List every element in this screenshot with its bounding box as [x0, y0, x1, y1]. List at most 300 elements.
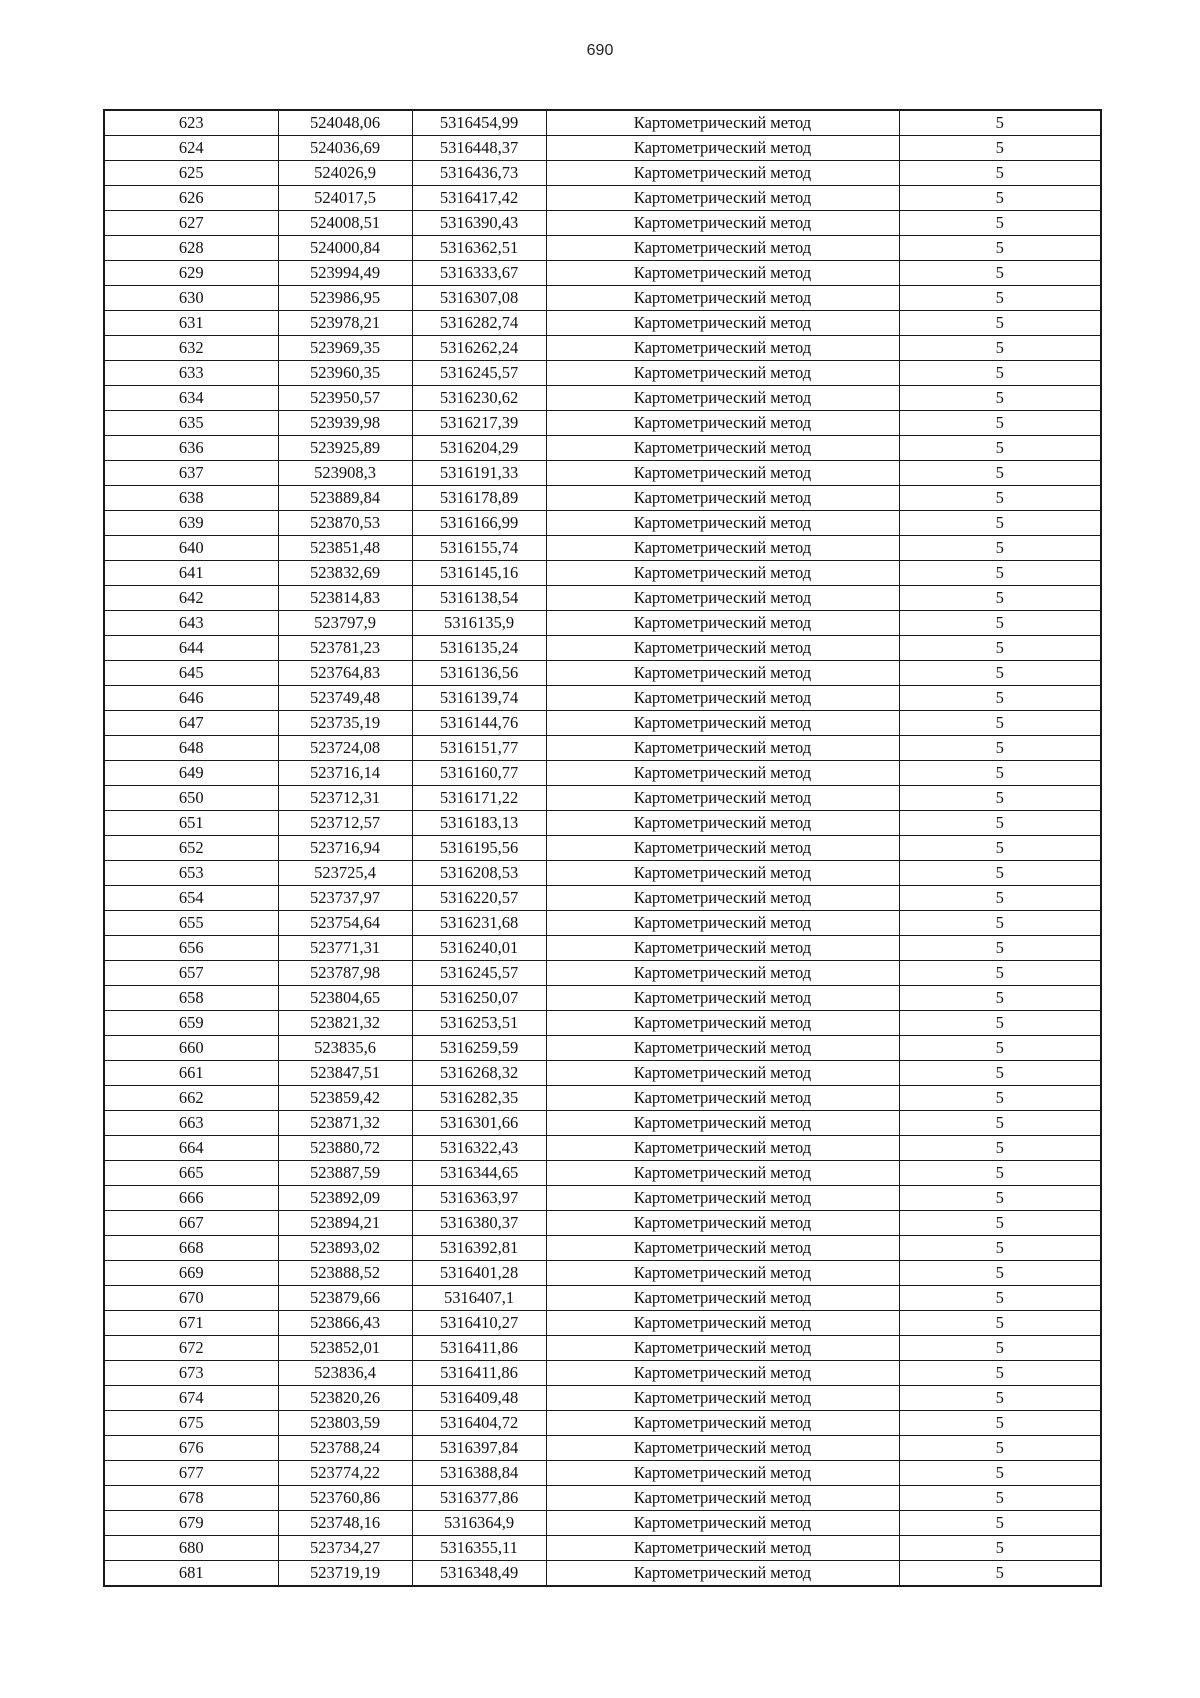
method-cell: Картометрический метод — [546, 1486, 899, 1511]
point-number-cell: 629 — [104, 261, 278, 286]
method-cell: Картометрический метод — [546, 436, 899, 461]
point-number-cell: 673 — [104, 1361, 278, 1386]
y-coordinate-cell: 5316344,65 — [412, 1161, 546, 1186]
y-coordinate-cell: 5316417,42 — [412, 186, 546, 211]
point-number-cell: 670 — [104, 1286, 278, 1311]
x-coordinate-cell: 523908,3 — [278, 461, 412, 486]
point-number-cell: 651 — [104, 811, 278, 836]
y-coordinate-cell: 5316282,35 — [412, 1086, 546, 1111]
y-coordinate-cell: 5316355,11 — [412, 1536, 546, 1561]
method-cell: Картометрический метод — [546, 411, 899, 436]
x-coordinate-cell: 523712,31 — [278, 786, 412, 811]
x-coordinate-cell: 523880,72 — [278, 1136, 412, 1161]
y-coordinate-cell: 5316407,1 — [412, 1286, 546, 1311]
x-coordinate-cell: 523871,32 — [278, 1111, 412, 1136]
accuracy-cell: 5 — [899, 1536, 1101, 1561]
y-coordinate-cell: 5316436,73 — [412, 161, 546, 186]
x-coordinate-cell: 523804,65 — [278, 986, 412, 1011]
method-cell: Картометрический метод — [546, 486, 899, 511]
accuracy-cell: 5 — [899, 236, 1101, 261]
table-row — [104, 1011, 1101, 1036]
point-number-cell: 628 — [104, 236, 278, 261]
method-cell: Картометрический метод — [546, 511, 899, 536]
table-row — [104, 1361, 1101, 1386]
x-coordinate-cell: 524008,51 — [278, 211, 412, 236]
method-cell: Картометрический метод — [546, 286, 899, 311]
x-coordinate-cell: 523847,51 — [278, 1061, 412, 1086]
method-cell: Картометрический метод — [546, 586, 899, 611]
x-coordinate-cell: 523788,24 — [278, 1436, 412, 1461]
y-coordinate-cell: 5316245,57 — [412, 961, 546, 986]
table-row — [104, 386, 1101, 411]
x-coordinate-cell: 523814,83 — [278, 586, 412, 611]
table-row — [104, 986, 1101, 1011]
x-coordinate-cell: 523725,4 — [278, 861, 412, 886]
accuracy-cell: 5 — [899, 1136, 1101, 1161]
point-number-cell: 654 — [104, 886, 278, 911]
method-cell: Картометрический метод — [546, 1536, 899, 1561]
y-coordinate-cell: 5316183,13 — [412, 811, 546, 836]
table-row — [104, 1336, 1101, 1361]
y-coordinate-cell: 5316380,37 — [412, 1211, 546, 1236]
table-row — [104, 711, 1101, 736]
x-coordinate-cell: 523724,08 — [278, 736, 412, 761]
y-coordinate-cell: 5316253,51 — [412, 1011, 546, 1036]
table-row — [104, 411, 1101, 436]
y-coordinate-cell: 5316245,57 — [412, 361, 546, 386]
table-row — [104, 1061, 1101, 1086]
point-number-cell: 675 — [104, 1411, 278, 1436]
y-coordinate-cell: 5316404,72 — [412, 1411, 546, 1436]
accuracy-cell: 5 — [899, 686, 1101, 711]
method-cell: Картометрический метод — [546, 161, 899, 186]
accuracy-cell: 5 — [899, 411, 1101, 436]
accuracy-cell: 5 — [899, 711, 1101, 736]
y-coordinate-cell: 5316411,86 — [412, 1361, 546, 1386]
accuracy-cell: 5 — [899, 1261, 1101, 1286]
point-number-cell: 656 — [104, 936, 278, 961]
accuracy-cell: 5 — [899, 186, 1101, 211]
table-row — [104, 1111, 1101, 1136]
accuracy-cell: 5 — [899, 1411, 1101, 1436]
x-coordinate-cell: 523803,59 — [278, 1411, 412, 1436]
table-row — [104, 1261, 1101, 1286]
point-number-cell: 679 — [104, 1511, 278, 1536]
table-row — [104, 1561, 1101, 1587]
method-cell: Картометрический метод — [546, 1136, 899, 1161]
y-coordinate-cell: 5316220,57 — [412, 886, 546, 911]
table-row — [104, 361, 1101, 386]
x-coordinate-cell: 523764,83 — [278, 661, 412, 686]
y-coordinate-cell: 5316208,53 — [412, 861, 546, 886]
table-row — [104, 861, 1101, 886]
accuracy-cell: 5 — [899, 786, 1101, 811]
x-coordinate-cell: 523820,26 — [278, 1386, 412, 1411]
accuracy-cell: 5 — [899, 1511, 1101, 1536]
table-row — [104, 536, 1101, 561]
x-coordinate-cell: 523835,6 — [278, 1036, 412, 1061]
table-row — [104, 1086, 1101, 1111]
point-number-cell: 681 — [104, 1561, 278, 1587]
method-cell: Картометрический метод — [546, 911, 899, 936]
x-coordinate-cell: 523887,59 — [278, 1161, 412, 1186]
table-row — [104, 1386, 1101, 1411]
point-number-cell: 653 — [104, 861, 278, 886]
table-row — [104, 436, 1101, 461]
table-row — [104, 636, 1101, 661]
x-coordinate-cell: 523969,35 — [278, 336, 412, 361]
x-coordinate-cell: 523712,57 — [278, 811, 412, 836]
table-row — [104, 1136, 1101, 1161]
y-coordinate-cell: 5316240,01 — [412, 936, 546, 961]
y-coordinate-cell: 5316307,08 — [412, 286, 546, 311]
accuracy-cell: 5 — [899, 261, 1101, 286]
accuracy-cell: 5 — [899, 1486, 1101, 1511]
method-cell: Картометрический метод — [546, 661, 899, 686]
point-number-cell: 635 — [104, 411, 278, 436]
table-row — [104, 1161, 1101, 1186]
x-coordinate-cell: 523836,4 — [278, 1361, 412, 1386]
point-number-cell: 630 — [104, 286, 278, 311]
y-coordinate-cell: 5316136,56 — [412, 661, 546, 686]
method-cell: Картометрический метод — [546, 1186, 899, 1211]
accuracy-cell: 5 — [899, 1461, 1101, 1486]
point-number-cell: 644 — [104, 636, 278, 661]
table-row — [104, 486, 1101, 511]
point-number-cell: 665 — [104, 1161, 278, 1186]
y-coordinate-cell: 5316388,84 — [412, 1461, 546, 1486]
method-cell: Картометрический метод — [546, 361, 899, 386]
x-coordinate-cell: 523760,86 — [278, 1486, 412, 1511]
accuracy-cell: 5 — [899, 1061, 1101, 1086]
point-number-cell: 632 — [104, 336, 278, 361]
method-cell: Картометрический метод — [546, 1386, 899, 1411]
method-cell: Картометрический метод — [546, 1061, 899, 1086]
y-coordinate-cell: 5316171,22 — [412, 786, 546, 811]
method-cell: Картометрический метод — [546, 110, 899, 136]
y-coordinate-cell: 5316259,59 — [412, 1036, 546, 1061]
table-row — [104, 1311, 1101, 1336]
accuracy-cell: 5 — [899, 161, 1101, 186]
point-number-cell: 643 — [104, 611, 278, 636]
accuracy-cell: 5 — [899, 1561, 1101, 1587]
y-coordinate-cell: 5316166,99 — [412, 511, 546, 536]
x-coordinate-cell: 523771,31 — [278, 936, 412, 961]
table-row — [104, 586, 1101, 611]
method-cell: Картометрический метод — [546, 311, 899, 336]
y-coordinate-cell: 5316231,68 — [412, 911, 546, 936]
point-number-cell: 667 — [104, 1211, 278, 1236]
y-coordinate-cell: 5316390,43 — [412, 211, 546, 236]
y-coordinate-cell: 5316138,54 — [412, 586, 546, 611]
point-number-cell: 669 — [104, 1261, 278, 1286]
point-number-cell: 664 — [104, 1136, 278, 1161]
y-coordinate-cell: 5316250,07 — [412, 986, 546, 1011]
y-coordinate-cell: 5316362,51 — [412, 236, 546, 261]
method-cell: Картометрический метод — [546, 736, 899, 761]
table-row — [104, 1286, 1101, 1311]
accuracy-cell: 5 — [899, 1236, 1101, 1261]
point-number-cell: 627 — [104, 211, 278, 236]
method-cell: Картометрический метод — [546, 1311, 899, 1336]
accuracy-cell: 5 — [899, 1311, 1101, 1336]
table-row — [104, 1411, 1101, 1436]
point-number-cell: 671 — [104, 1311, 278, 1336]
x-coordinate-cell: 523866,43 — [278, 1311, 412, 1336]
x-coordinate-cell: 523859,42 — [278, 1086, 412, 1111]
table-row — [104, 311, 1101, 336]
table-row — [104, 161, 1101, 186]
accuracy-cell: 5 — [899, 836, 1101, 861]
point-number-cell: 634 — [104, 386, 278, 411]
method-cell: Картометрический метод — [546, 986, 899, 1011]
table-row — [104, 1211, 1101, 1236]
method-cell: Картометрический метод — [546, 1511, 899, 1536]
x-coordinate-cell: 523735,19 — [278, 711, 412, 736]
point-number-cell: 625 — [104, 161, 278, 186]
accuracy-cell: 5 — [899, 911, 1101, 936]
accuracy-cell: 5 — [899, 811, 1101, 836]
method-cell: Картометрический метод — [546, 1361, 899, 1386]
accuracy-cell: 5 — [899, 311, 1101, 336]
method-cell: Картометрический метод — [546, 1261, 899, 1286]
point-number-cell: 638 — [104, 486, 278, 511]
point-number-cell: 655 — [104, 911, 278, 936]
accuracy-cell: 5 — [899, 436, 1101, 461]
coordinates-table-body — [104, 110, 1101, 1586]
method-cell: Картометрический метод — [546, 186, 899, 211]
x-coordinate-cell: 523781,23 — [278, 636, 412, 661]
point-number-cell: 645 — [104, 661, 278, 686]
x-coordinate-cell: 524017,5 — [278, 186, 412, 211]
point-number-cell: 623 — [104, 110, 278, 136]
y-coordinate-cell: 5316195,56 — [412, 836, 546, 861]
method-cell: Картометрический метод — [546, 211, 899, 236]
x-coordinate-cell: 523774,22 — [278, 1461, 412, 1486]
point-number-cell: 640 — [104, 536, 278, 561]
x-coordinate-cell: 523797,9 — [278, 611, 412, 636]
accuracy-cell: 5 — [899, 386, 1101, 411]
x-coordinate-cell: 523749,48 — [278, 686, 412, 711]
accuracy-cell: 5 — [899, 1436, 1101, 1461]
table-row — [104, 661, 1101, 686]
accuracy-cell: 5 — [899, 536, 1101, 561]
point-number-cell: 680 — [104, 1536, 278, 1561]
accuracy-cell: 5 — [899, 611, 1101, 636]
method-cell: Картометрический метод — [546, 461, 899, 486]
x-coordinate-cell: 523892,09 — [278, 1186, 412, 1211]
y-coordinate-cell: 5316410,27 — [412, 1311, 546, 1336]
y-coordinate-cell: 5316144,76 — [412, 711, 546, 736]
accuracy-cell: 5 — [899, 110, 1101, 136]
method-cell: Картометрический метод — [546, 611, 899, 636]
y-coordinate-cell: 5316454,99 — [412, 110, 546, 136]
x-coordinate-cell: 523719,19 — [278, 1561, 412, 1587]
point-number-cell: 661 — [104, 1061, 278, 1086]
y-coordinate-cell: 5316145,16 — [412, 561, 546, 586]
table-row — [104, 1236, 1101, 1261]
accuracy-cell: 5 — [899, 861, 1101, 886]
table-row — [104, 1511, 1101, 1536]
x-coordinate-cell: 523893,02 — [278, 1236, 412, 1261]
table-row — [104, 561, 1101, 586]
point-number-cell: 659 — [104, 1011, 278, 1036]
table-row — [104, 911, 1101, 936]
x-coordinate-cell: 524036,69 — [278, 136, 412, 161]
y-coordinate-cell: 5316401,28 — [412, 1261, 546, 1286]
point-number-cell: 678 — [104, 1486, 278, 1511]
accuracy-cell: 5 — [899, 761, 1101, 786]
method-cell: Картометрический метод — [546, 1011, 899, 1036]
x-coordinate-cell: 523960,35 — [278, 361, 412, 386]
y-coordinate-cell: 5316409,48 — [412, 1386, 546, 1411]
table-row — [104, 461, 1101, 486]
x-coordinate-cell: 523986,95 — [278, 286, 412, 311]
point-number-cell: 624 — [104, 136, 278, 161]
accuracy-cell: 5 — [899, 661, 1101, 686]
point-number-cell: 633 — [104, 361, 278, 386]
method-cell: Картометрический метод — [546, 386, 899, 411]
x-coordinate-cell: 523748,16 — [278, 1511, 412, 1536]
table-row — [104, 686, 1101, 711]
table-row — [104, 811, 1101, 836]
y-coordinate-cell: 5316135,9 — [412, 611, 546, 636]
table-row — [104, 736, 1101, 761]
y-coordinate-cell: 5316191,33 — [412, 461, 546, 486]
method-cell: Картометрический метод — [546, 836, 899, 861]
method-cell: Картометрический метод — [546, 1561, 899, 1587]
point-number-cell: 637 — [104, 461, 278, 486]
x-coordinate-cell: 524026,9 — [278, 161, 412, 186]
method-cell: Картометрический метод — [546, 936, 899, 961]
y-coordinate-cell: 5316160,77 — [412, 761, 546, 786]
table-row — [104, 336, 1101, 361]
accuracy-cell: 5 — [899, 886, 1101, 911]
x-coordinate-cell: 523888,52 — [278, 1261, 412, 1286]
method-cell: Картометрический метод — [546, 1336, 899, 1361]
y-coordinate-cell: 5316135,24 — [412, 636, 546, 661]
point-number-cell: 666 — [104, 1186, 278, 1211]
y-coordinate-cell: 5316348,49 — [412, 1561, 546, 1587]
x-coordinate-cell: 523978,21 — [278, 311, 412, 336]
y-coordinate-cell: 5316151,77 — [412, 736, 546, 761]
accuracy-cell: 5 — [899, 1086, 1101, 1111]
table-row — [104, 236, 1101, 261]
point-number-cell: 639 — [104, 511, 278, 536]
method-cell: Картометрический метод — [546, 1036, 899, 1061]
table-row — [104, 1186, 1101, 1211]
accuracy-cell: 5 — [899, 1036, 1101, 1061]
method-cell: Картометрический метод — [546, 561, 899, 586]
y-coordinate-cell: 5316364,9 — [412, 1511, 546, 1536]
y-coordinate-cell: 5316139,74 — [412, 686, 546, 711]
y-coordinate-cell: 5316322,43 — [412, 1136, 546, 1161]
y-coordinate-cell: 5316377,86 — [412, 1486, 546, 1511]
y-coordinate-cell: 5316178,89 — [412, 486, 546, 511]
x-coordinate-cell: 523832,69 — [278, 561, 412, 586]
x-coordinate-cell: 523950,57 — [278, 386, 412, 411]
accuracy-cell: 5 — [899, 1111, 1101, 1136]
method-cell: Картометрический метод — [546, 961, 899, 986]
accuracy-cell: 5 — [899, 211, 1101, 236]
method-cell: Картометрический метод — [546, 686, 899, 711]
table-row — [104, 211, 1101, 236]
table-row — [104, 611, 1101, 636]
table-row — [104, 961, 1101, 986]
accuracy-cell: 5 — [899, 1011, 1101, 1036]
method-cell: Картометрический метод — [546, 711, 899, 736]
method-cell: Картометрический метод — [546, 886, 899, 911]
y-coordinate-cell: 5316155,74 — [412, 536, 546, 561]
method-cell: Картометрический метод — [546, 811, 899, 836]
table-row — [104, 511, 1101, 536]
accuracy-cell: 5 — [899, 361, 1101, 386]
y-coordinate-cell: 5316204,29 — [412, 436, 546, 461]
x-coordinate-cell: 523716,94 — [278, 836, 412, 861]
accuracy-cell: 5 — [899, 486, 1101, 511]
y-coordinate-cell: 5316301,66 — [412, 1111, 546, 1136]
point-number-cell: 636 — [104, 436, 278, 461]
table-row — [104, 761, 1101, 786]
point-number-cell: 649 — [104, 761, 278, 786]
x-coordinate-cell: 523754,64 — [278, 911, 412, 936]
point-number-cell: 652 — [104, 836, 278, 861]
x-coordinate-cell: 523894,21 — [278, 1211, 412, 1236]
table-row — [104, 286, 1101, 311]
method-cell: Картометрический метод — [546, 1211, 899, 1236]
accuracy-cell: 5 — [899, 561, 1101, 586]
x-coordinate-cell: 523939,98 — [278, 411, 412, 436]
accuracy-cell: 5 — [899, 1161, 1101, 1186]
point-number-cell: 668 — [104, 1236, 278, 1261]
y-coordinate-cell: 5316397,84 — [412, 1436, 546, 1461]
method-cell: Картометрический метод — [546, 1436, 899, 1461]
method-cell: Картометрический метод — [546, 1286, 899, 1311]
table-row — [104, 1461, 1101, 1486]
point-number-cell: 646 — [104, 686, 278, 711]
x-coordinate-cell: 523879,66 — [278, 1286, 412, 1311]
accuracy-cell: 5 — [899, 1336, 1101, 1361]
table-row — [104, 1486, 1101, 1511]
method-cell: Картометрический метод — [546, 1461, 899, 1486]
method-cell: Картометрический метод — [546, 1236, 899, 1261]
y-coordinate-cell: 5316230,62 — [412, 386, 546, 411]
method-cell: Картометрический метод — [546, 761, 899, 786]
x-coordinate-cell: 524000,84 — [278, 236, 412, 261]
accuracy-cell: 5 — [899, 1211, 1101, 1236]
method-cell: Картометрический метод — [546, 136, 899, 161]
table-row — [104, 136, 1101, 161]
x-coordinate-cell: 523734,27 — [278, 1536, 412, 1561]
table-row — [104, 786, 1101, 811]
x-coordinate-cell: 523994,49 — [278, 261, 412, 286]
accuracy-cell: 5 — [899, 986, 1101, 1011]
point-number-cell: 642 — [104, 586, 278, 611]
x-coordinate-cell: 524048,06 — [278, 110, 412, 136]
method-cell: Картометрический метод — [546, 1111, 899, 1136]
accuracy-cell: 5 — [899, 586, 1101, 611]
accuracy-cell: 5 — [899, 736, 1101, 761]
x-coordinate-cell: 523716,14 — [278, 761, 412, 786]
table-row — [104, 1036, 1101, 1061]
method-cell: Картометрический метод — [546, 261, 899, 286]
table-row — [104, 110, 1101, 136]
accuracy-cell: 5 — [899, 961, 1101, 986]
page-number: 690 — [586, 42, 614, 59]
table-row — [104, 186, 1101, 211]
table-row — [104, 261, 1101, 286]
accuracy-cell: 5 — [899, 511, 1101, 536]
